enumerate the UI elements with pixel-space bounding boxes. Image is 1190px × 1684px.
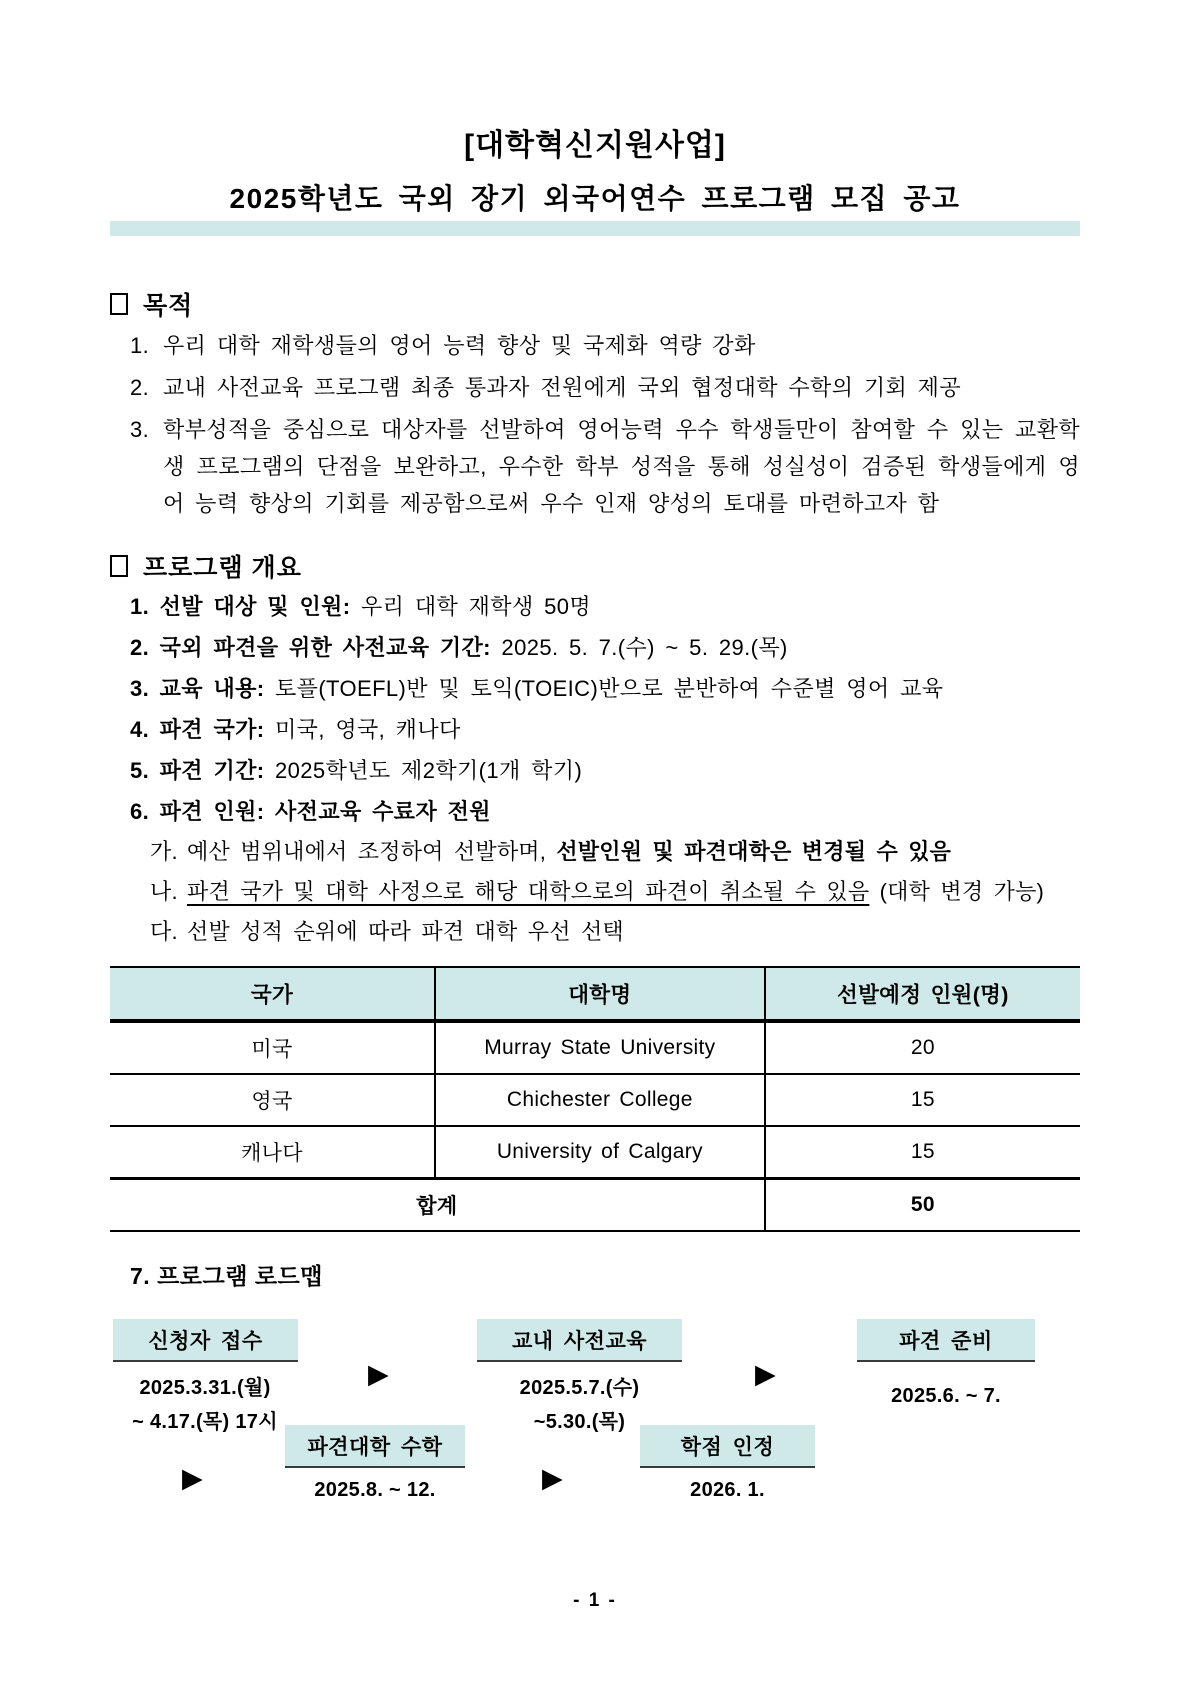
item-number: 2.: [130, 375, 150, 400]
roadmap-heading: 7. 프로그램 로드맵: [130, 1263, 323, 1289]
cell-country: 영국: [110, 1074, 435, 1126]
cell-university: Chichester College: [435, 1074, 765, 1126]
section-square-icon: [110, 293, 128, 315]
subitem-text: [187, 833, 1080, 870]
roadmap-step-date: 2026. 1.: [690, 1479, 765, 1501]
document-content: [0, 128, 1190, 1531]
item-value: 우리 대학 재학생 50명: [350, 594, 592, 619]
flow-arrow-icon: ▶: [755, 1359, 776, 1389]
section-heading-label: 프로그램 개요: [143, 554, 302, 582]
cell-country: 캐나다: [110, 1126, 435, 1179]
table-header-row: [110, 967, 1080, 1021]
subitem-rest-text: (대학 변경 가능): [869, 879, 1045, 904]
cell-university: University of Calgary: [435, 1126, 765, 1179]
table-total-row: [110, 1179, 1080, 1232]
item-label: 2. 국외 파견을 위한 사전교육 기간:: [130, 635, 491, 660]
overview-item: [110, 670, 1080, 707]
subitem-text: 선발 성적 순위에 따라 파견 대학 우선 선택: [187, 919, 624, 944]
table-row: [110, 1126, 1080, 1179]
overview-subitem-da: [110, 913, 1080, 950]
section-heading-overview: [110, 548, 1080, 584]
roadmap-step-box: 신청자 접수: [113, 1319, 298, 1362]
table-row: [110, 1021, 1080, 1074]
subitem-underlined-text: 파견 국가 및 대학 사정으로 해당 대학으로의 파견이 취소될 수 있음: [187, 879, 870, 904]
item-label: 4. 파견 국가:: [130, 717, 265, 742]
item-text: 우리 대학 재학생들의 영어 능력 향상 및 국제화 역량 강화: [163, 333, 756, 358]
cell-count: 15: [765, 1126, 1080, 1179]
item-number: 1.: [130, 333, 150, 358]
title-highlight-bar: [110, 221, 1080, 236]
subitem-prefix: 가.: [150, 839, 178, 864]
overview-item: [110, 793, 1080, 830]
item-value: 2025학년도 제2학기(1개 학기): [264, 758, 583, 783]
item-number: 3.: [130, 417, 150, 442]
roadmap-step-date: 2025.8. ~ 12.: [314, 1479, 436, 1501]
item-label: 5. 파견 기간:: [130, 758, 265, 783]
item-label: 1. 선발 대상 및 인원:: [130, 594, 351, 619]
subitem-bold-text: 선발인원 및 파견대학은 변경될 수 있음: [556, 839, 952, 864]
item-label: 3. 교육 내용:: [130, 676, 265, 701]
cell-total-label: 합계: [110, 1179, 765, 1232]
subitem-normal-text: 예산 범위내에서 조정하여 선발하며,: [187, 839, 557, 864]
overview-subitem-ga: [110, 833, 1080, 870]
overview-subitem-na: [110, 873, 1080, 910]
cell-total-value: 50: [765, 1179, 1080, 1232]
roadmap-step-box: 학점 인정: [640, 1425, 815, 1468]
cell-count: 20: [765, 1021, 1080, 1074]
overview-item: [110, 629, 1080, 666]
cell-country: 미국: [110, 1021, 435, 1074]
university-table: [110, 966, 1080, 1232]
table-row: [110, 1074, 1080, 1126]
document-title-line2: 2025학년도 국외 장기 외국어연수 프로그램 모집 공고: [229, 183, 961, 214]
roadmap-step-date: 2025.6. ~ 7.: [891, 1385, 1001, 1407]
subitem-prefix: 다.: [150, 919, 178, 944]
purpose-item: [110, 327, 1080, 364]
flow-arrow-icon: ▶: [182, 1463, 203, 1493]
subitem-text: [187, 873, 1080, 910]
item-text: 교내 사전교육 프로그램 최종 통과자 전원에게 국외 협정대학 수학의 기회 제공: [163, 375, 961, 400]
roadmap-step-date: ~5.30.(목): [533, 1411, 626, 1433]
column-header-university: 대학명: [435, 967, 765, 1021]
item-label: 6. 파견 인원: 사전교육 수료자 전원: [130, 799, 491, 824]
roadmap-diagram: [110, 1313, 1080, 1531]
item-value: 미국, 영국, 캐나다: [264, 717, 461, 742]
page-number: - 1 -: [573, 1590, 617, 1611]
roadmap-step-date: ~ 4.17.(목) 17시: [132, 1411, 278, 1433]
roadmap-step-box: 교내 사전교육: [477, 1319, 682, 1362]
document-title-line1: [대학혁신지원사업]: [464, 129, 726, 162]
purpose-item: [110, 369, 1080, 406]
item-text: 학부성적을 중심으로 대상자를 선발하여 영어능력 우수 학생들만이 참여할 수 있는 교환학생 프로그램의 단점을 보완하고, 우수한 학부 성적을 통해 성실성이 검증된 학생들에게 영어 능력 향상의 기회를 제공함으로써 우수 인재 양성의 토대를 마련하고자 함: [163, 417, 1080, 516]
section-heading-purpose: [110, 286, 1080, 322]
overview-item: [110, 588, 1080, 625]
roadmap-step-box: 파견 준비: [857, 1319, 1035, 1362]
cell-university: Murray State University: [435, 1021, 765, 1074]
cell-count: 15: [765, 1074, 1080, 1126]
column-header-count: 선발예정 인원(명): [765, 967, 1080, 1021]
item-value: 2025. 5. 7.(수) ~ 5. 29.(목): [490, 635, 788, 660]
overview-item: [110, 752, 1080, 789]
item-value: 토플(TOEFL)반 및 토익(TOEIC)반으로 분반하여 수준별 영어 교육: [264, 676, 944, 701]
purpose-item: [110, 411, 1080, 522]
overview-item: [110, 711, 1080, 748]
flow-arrow-icon: ▶: [542, 1463, 563, 1493]
section-heading-label: 목적: [143, 292, 194, 320]
column-header-country: 국가: [110, 967, 435, 1021]
roadmap-step-date: 2025.3.31.(월): [139, 1377, 271, 1399]
roadmap-step-box: 파견대학 수학: [285, 1425, 465, 1468]
roadmap-step-date: 2025.5.7.(수): [519, 1377, 640, 1399]
section-square-icon: [110, 555, 128, 577]
subitem-prefix: 나.: [150, 879, 178, 904]
flow-arrow-icon: ▶: [368, 1359, 389, 1389]
